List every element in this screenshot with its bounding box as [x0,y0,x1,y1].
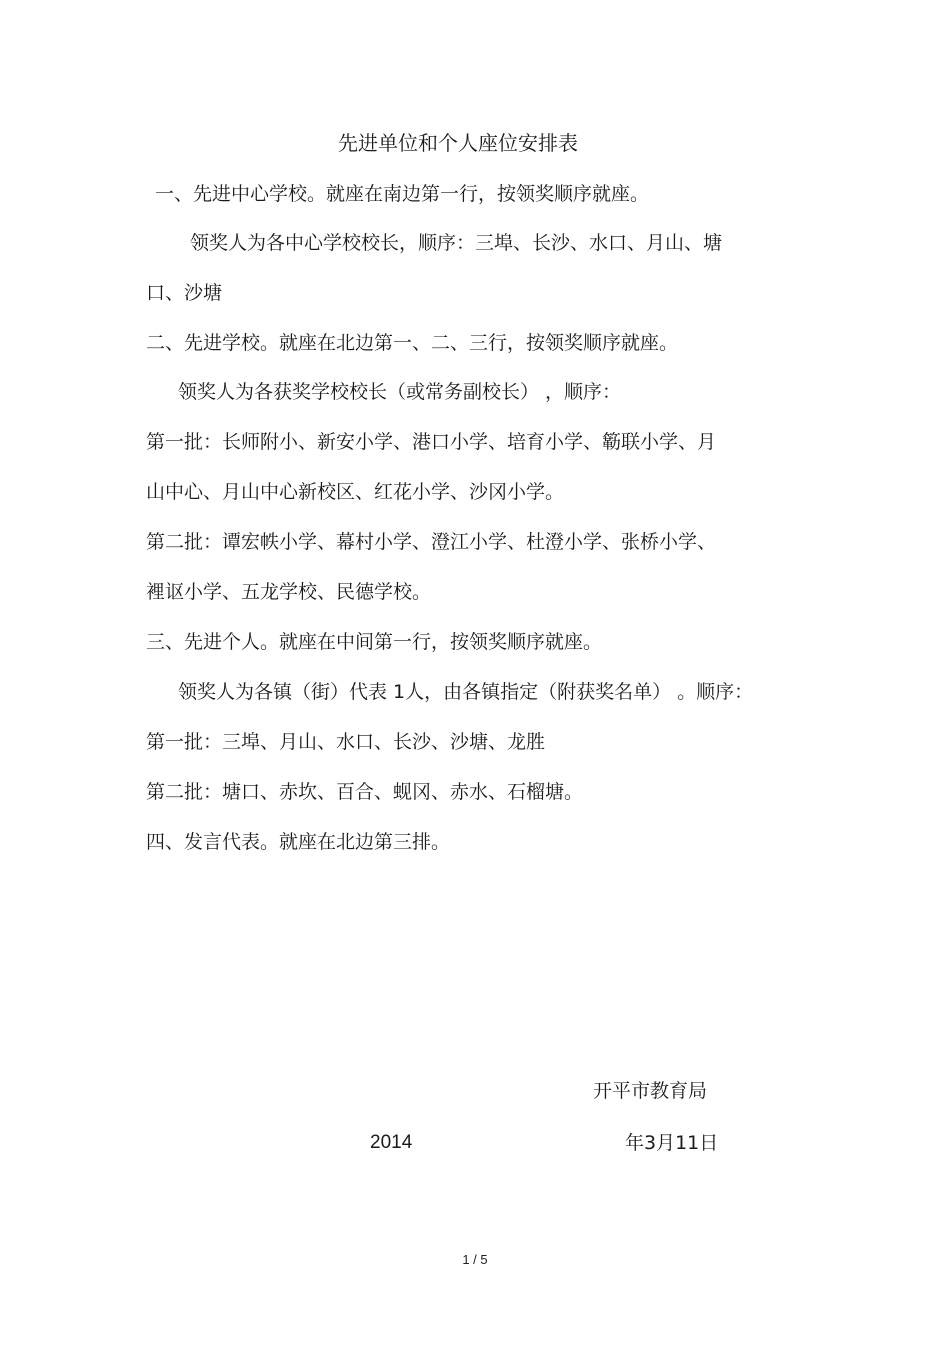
section-three-batch-one: 第一批：三埠、月山、水口、长沙、沙塘、龙胜 [146,731,546,753]
section-two-batch-two: 第二批：谭宏帙小学、幕村小学、澄江小学、杜澄小学、张桥小学、 [146,531,717,553]
section-three-heading: 三、先进个人。就座在中间第一行，按领奖顺序就座。 [146,631,603,653]
section-one-detail-cont: 口、沙塘 [146,282,223,304]
section-one-heading: 一、先进中心学校。就座在南边第一行，按领奖顺序就座。 [155,183,650,205]
section-two-batch-two-cont: 裡讴小学、五龙学校、民德学校。 [146,581,432,603]
section-two-batch-one: 第一批：长师附小、新安小学、港口小学、培育小学、簕联小学、月 [146,431,717,453]
signature-year: 2014 [370,1132,413,1153]
section-two-detail: 领奖人为各获奖学校校长（或常务副校长） ，顺序： [178,381,622,403]
section-two-heading: 二、先进学校。就座在北边第一、二、三行，按领奖顺序就座。 [146,332,679,354]
section-three-detail: 领奖人为各镇（街）代表 1人，由各镇指定（附获奖名单） 。顺序： [178,681,754,703]
page-number: 1 / 5 [462,1252,488,1267]
section-two-batch-one-cont: 山中心、月山中心新校区、红花小学、沙冈小学。 [146,481,565,503]
signature-organization: 开平市教育局 [593,1080,708,1102]
signature-month-day: 年3月11日 [625,1132,719,1154]
document-title: 先进单位和个人座位安排表 [338,131,578,155]
section-one-detail: 领奖人为各中心学校校长，顺序：三埠、长沙、水口、月山、塘 [190,232,723,254]
section-four-heading: 四、发言代表。就座在北边第三排。 [146,831,451,853]
section-three-batch-two: 第二批：塘口、赤坎、百合、蚬冈、赤水、石榴塘。 [146,781,584,803]
